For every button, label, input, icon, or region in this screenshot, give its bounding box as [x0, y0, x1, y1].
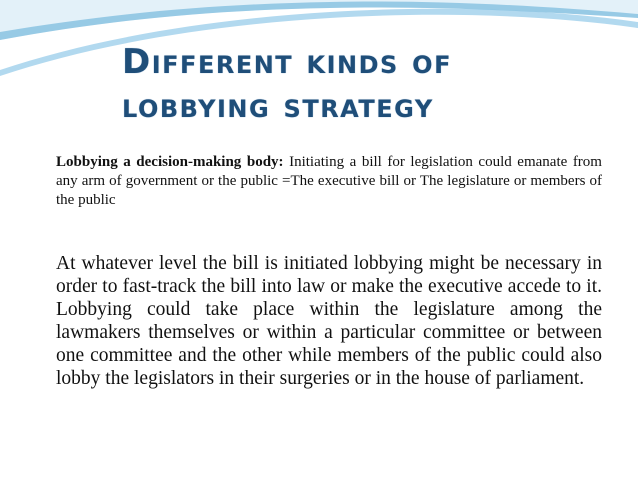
slide-title	[122, 40, 622, 128]
definition-term: Lobbying a decision-making body:	[56, 154, 284, 170]
definition-paragraph	[56, 153, 602, 210]
definition-text: Initiating a bill for legislation could emanate from any arm of government or the public =The executive bill or The legislature or members of the public	[56, 154, 602, 208]
body-paragraph: At whatever level the bill is initiated lobbying might be necessary in order to fast-track the bill into law or make the executive accede to it. Lobbying could take place within the legislature among the lawmakers themselves or within a particular committee or between one committee and the other while members of the public could also lobby the legislators in their surgeries or in the house of parliament.	[56, 253, 602, 389]
slide-title-line-1: Different kinds of	[122, 42, 452, 82]
slide-title-line-2: lobbying strategy	[122, 86, 434, 126]
